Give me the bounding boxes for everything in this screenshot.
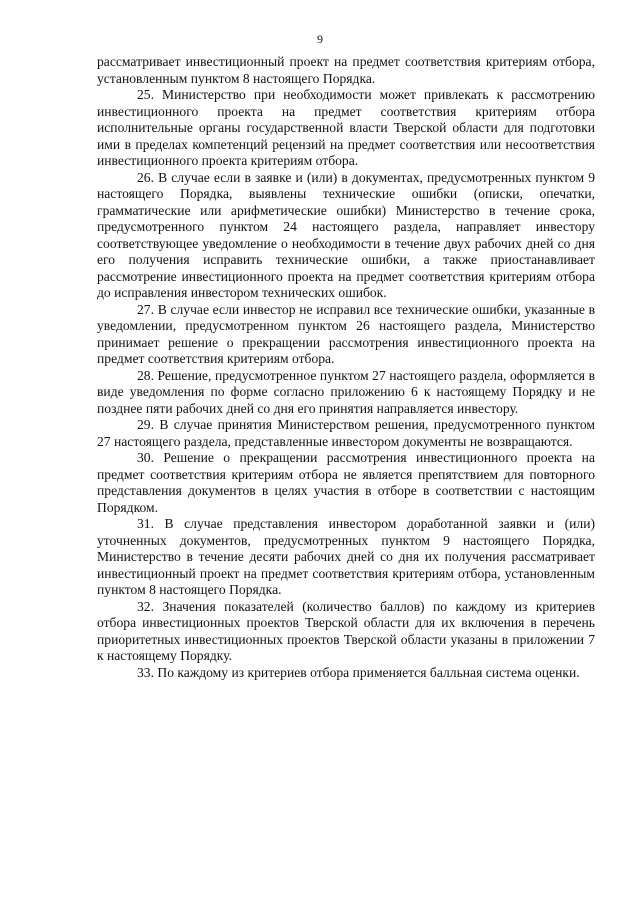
paragraph-31: 31. В случае представления инвестором доработанной заявки и (или) уточненных документов, предусмотренных пунктом 9 настоящего Порядка, Министерство в течение десяти рабочих дней со дня их получения рассматривает инвестиционный проект на предмет соответствия критериям отбора, установленным пунктом 8 настоящего Порядка. (97, 516, 595, 597)
paragraph-30: 30. Решение о прекращении рассмотрения инвестиционного проекта на предмет соответствия критериям отбора не является препятствием для повторного представления документов в целях участия в отборе в соответствии с настоящим Порядком. (97, 450, 595, 515)
paragraph-25: 25. Министерство при необходимости может привлекать к рассмотрению инвестиционного проекта на предмет соответствия критериям отбора исполнительные органы государственной власти Тверской области для подготовки ими в пределах компетенций рецензий на предмет соответствия или несоответствия инвестиционного проекта критериям отбора. (97, 87, 595, 168)
document-body (97, 54, 595, 681)
paragraph-33: 33. По каждому из критериев отбора применяется балльная система оценки. (137, 664, 580, 680)
paragraph-29: 29. В случае принятия Министерством решения, предусмотренного пунктом 27 настоящего раздела, представленные инвестором документы не возвращаются. (97, 417, 595, 449)
paragraph-32: 32. Значения показателей (количество баллов) по каждому из критериев отбора инвестиционных проектов Тверской области для их включения в перечень приоритетных инвестиционных проектов Тверской области указаны в приложении 7 к настоящему Порядку. (97, 598, 595, 663)
paragraph-continuation: рассматривает инвестиционный проект на предмет соответствия критериям отбора, установленным пунктом 8 настоящего Порядка. (97, 54, 595, 86)
paragraph-28: 28. Решение, предусмотренное пунктом 27 настоящего раздела, оформляется в виде уведомления по форме согласно приложению 6 к настоящему Порядку и не позднее пяти рабочих дней со дня его принятия направляется инвестору. (97, 367, 595, 416)
paragraph-27: 27. В случае если инвестор не исправил все технические ошибки, указанные в уведомлении, предусмотренном пунктом 26 настоящего раздела, Министерство принимает решение о прекращении рассмотрения инвестиционного проекта на предмет соответствия критериям отбора. (97, 301, 595, 366)
page-number: 9 (317, 32, 323, 46)
paragraph-26: 26. В случае если в заявке и (или) в документах, предусмотренных пунктом 9 настоящего Порядка, выявлены технические ошибки (описки, опечатки, грамматические или арифметические ошибки) Министерство в течение срока, предусмотренного пунктом 24 настоящего раздела, направляет инвестору соответствующее уведомление о необходимости в течение двух рабочих дней со дня его получения исправить технические ошибки, а также приостанавливает рассмотрение инвестиционного проекта на предмет соответствия критериям отбора до исправления инвестором технических ошибок. (97, 169, 595, 300)
